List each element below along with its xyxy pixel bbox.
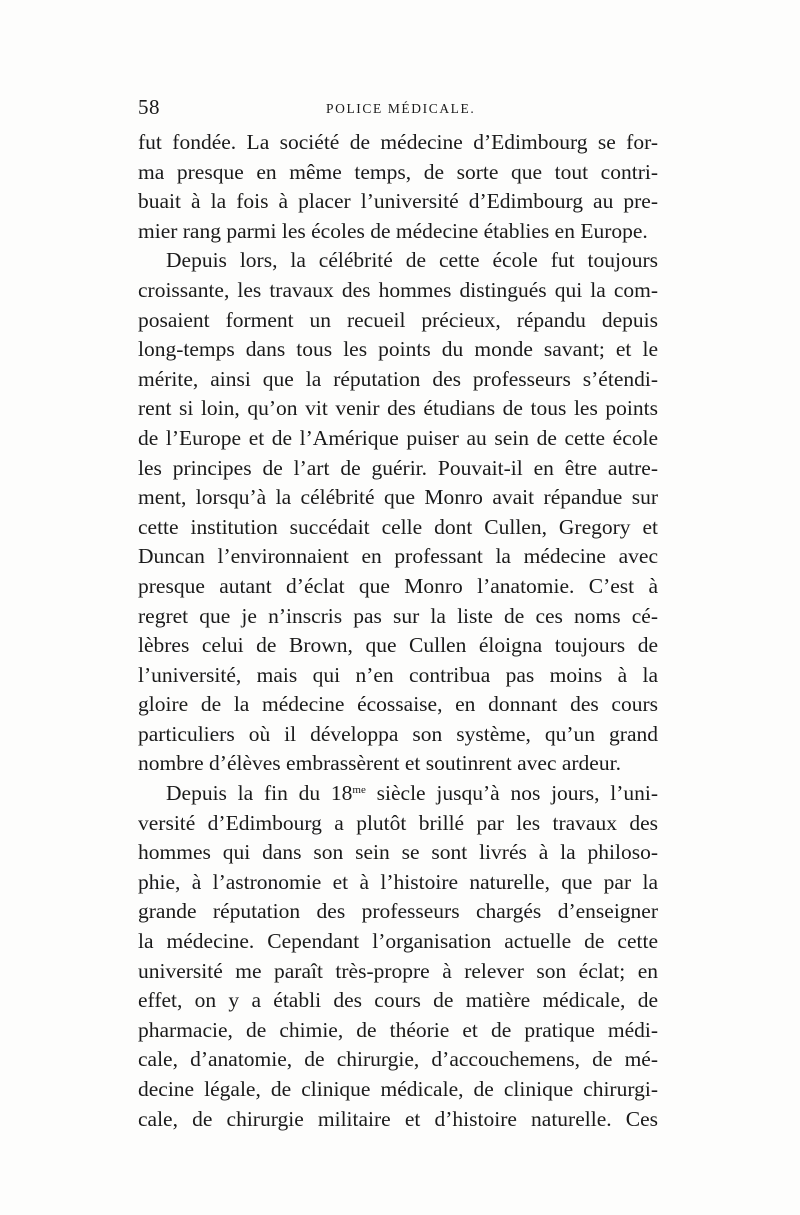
- page-number: 58: [138, 95, 160, 119]
- text-line: Duncan l’environnaient en professant la médecine avec: [138, 544, 658, 569]
- text-line: mier rang parmi les écoles de médecine établies en Europe.: [138, 218, 648, 243]
- text-line: particuliers où il développa son système, qu’un grand: [138, 721, 658, 746]
- text-line: hommes qui dans son sein se sont livrés à la philoso-: [138, 840, 658, 865]
- text-line: croissante, les travaux des hommes distingués qui la com-: [138, 277, 658, 302]
- text-line: gloire de la médecine écossaise, en donnant des cours: [138, 692, 658, 717]
- text-line: cette institution succédait celle dont Cullen, Gregory et: [138, 514, 658, 539]
- ordinal-superscript: me: [352, 784, 366, 797]
- running-head: POLICE MÉDICALE.: [326, 101, 476, 116]
- text-line: lèbres celui de Brown, que Cullen éloigna toujours de: [138, 633, 658, 658]
- text-line: ma presque en même temps, de sorte que tout contri-: [138, 159, 658, 184]
- text-line: la médecine. Cependant l’organisation actuelle de cette: [138, 929, 658, 954]
- text-line: phie, à l’astronomie et à l’histoire naturelle, que par la: [138, 869, 658, 894]
- text-line: regret que je n’inscris pas sur la liste de ces noms cé-: [138, 603, 658, 628]
- text-line: pharmacie, de chimie, de théorie et de pratique médi-: [138, 1017, 658, 1042]
- text-line: cale, d’anatomie, de chirurgie, d’accouchemens, de mé-: [138, 1047, 658, 1072]
- text-line: grande réputation des professeurs chargés d’enseigner: [138, 899, 658, 924]
- text-line: presque autant d’éclat que Monro l’anatomie. C’est à: [138, 573, 658, 598]
- text-line: mérite, ainsi que la réputation des professeurs s’étendi-: [138, 366, 658, 391]
- text-line: de l’Europe et de l’Amérique puiser au sein de cette école: [138, 425, 658, 450]
- text-line: long-temps dans tous les points du monde savant; et le: [138, 337, 658, 362]
- text-fragment: Depuis la fin du 18: [166, 781, 353, 806]
- text-line: les principes de l’art de guérir. Pouvait-il en être autre-: [138, 455, 658, 480]
- page-header: [138, 95, 658, 125]
- text-line: posaient forment un recueil précieux, répandu depuis: [138, 307, 658, 332]
- text-line: cale, de chirurgie militaire et d’histoire naturelle. Ces: [138, 1106, 658, 1131]
- text-fragment: siècle jusqu’à nos jours, l’uni-: [365, 781, 658, 806]
- text-line: l’université, mais qui n’en contribua pas moins à la: [138, 662, 658, 687]
- text-line: effet, on y a établi des cours de matière médicale, de: [138, 988, 658, 1013]
- text-line: nombre d’élèves embrassèrent et soutinrent avec ardeur.: [138, 751, 621, 776]
- text-line: ment, lorsqu’à la célébrité que Monro avait répandue sur: [138, 485, 658, 510]
- text-line: versité d’Edimbourg a plutôt brillé par les travaux des: [138, 810, 658, 835]
- text-line: rent si loin, qu’on vit venir des étudians de tous les points: [138, 396, 658, 421]
- body-text: [138, 128, 658, 1134]
- text-line: fut fondée. La société de médecine d’Edimbourg se for-: [138, 130, 658, 154]
- text-line-with-ordinal: [138, 779, 658, 809]
- text-line: université me paraît très-propre à relever son éclat; en: [138, 958, 658, 983]
- text-line: Depuis lors, la célébrité de cette école fut toujours: [166, 248, 658, 273]
- text-line: decine légale, de clinique médicale, de clinique chirurgi-: [138, 1077, 658, 1101]
- text-line: buait à la fois à placer l’université d’Edimbourg au pre-: [138, 189, 658, 214]
